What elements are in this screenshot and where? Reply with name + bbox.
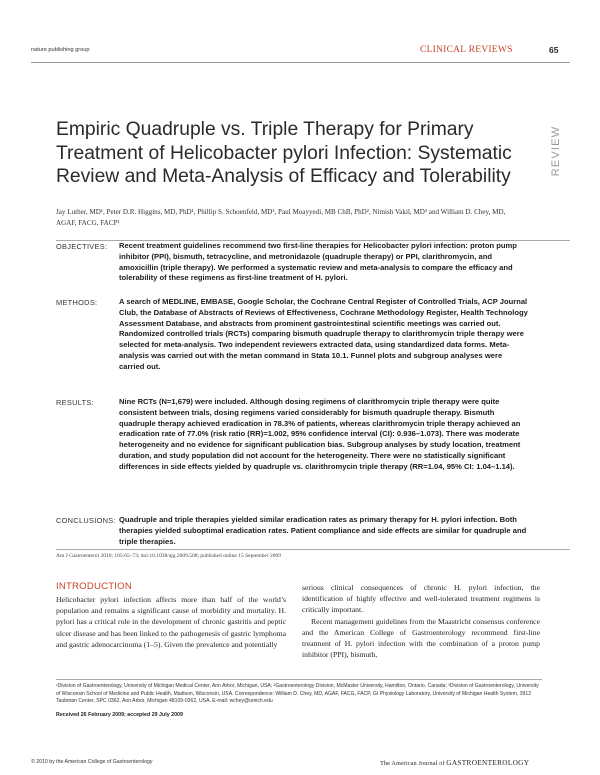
header-rule bbox=[31, 62, 570, 63]
side-tab bbox=[545, 120, 567, 182]
conclusions-label: CONCLUSIONS: bbox=[56, 516, 116, 525]
body-right-paragraph-1: serious clinical consequences of chronic H. pylori infection, the identification of highly effective and well-tolerated treatment regimens is critically important. bbox=[302, 583, 540, 615]
introduction-heading: INTRODUCTION bbox=[56, 581, 132, 592]
body-right-column bbox=[302, 582, 540, 660]
journal-prefix: The bbox=[380, 760, 390, 767]
objectives-label: OBJECTIVES: bbox=[56, 242, 108, 251]
side-tab-label: REVIEW bbox=[550, 125, 562, 177]
publisher-name: nature publishing group bbox=[31, 47, 90, 53]
author-list: Jay Luther, MD¹, Peter D.R. Higgins, MD, PhD¹, Phillip S. Schoenfeld, MD¹, Paul Moayyedi, MB ChB, PhD², Nimish Vakil, MD³ and William D. Chey, MD, AGAF, FACG, FACP¹ bbox=[56, 208, 506, 227]
article-title: Empiric Quadruple vs. Triple Therapy for Primary Treatment of Helicobacter pylori Infection: Systematic Review and Meta-Analysis of Efficacy and Tolerability bbox=[56, 119, 512, 187]
methods-text: A search of MEDLINE, EMBASE, Google Scholar, the Cochrane Central Register of Controlled Trials, ACP Journal Club, the Database of Abstracts of Reviews of Effectiveness, Cochrane Methodology Register, Health Technology Assessment Database, and abstracts from prominent gastrointestinal scientific meetings was carried out. Randomized controlled trials (RCTs) comparing bismuth quadruple therapy to clarithromycin triple therapy were selected for meta-analysis. Two independent reviewers extracted data, using standardized data forms. Meta-analysis was carried out with the metan command in Stata 10.1. Funnel plots and subgroup analyses were carried out. bbox=[119, 297, 528, 371]
journal-name bbox=[380, 758, 529, 767]
methods-label: METHODS: bbox=[56, 298, 98, 307]
affiliations-footnote: ¹Division of Gastroenterology, University of Michigan Medical Center, Ann Arbor, Michigan, USA; ²Gastroenterology Division, McMaster University, Hamilton, Ontario, Canada; ³Division of Gastroenterology, University of Wisconsin School of Medicine and Public Health, Madison, Wisconsin, USA. Correspondence: William D. Chey, MD, AGAF, FACG, FACP, GI Physiology Laboratory, University of Michigan Health System, 3912 Taubman Center, SPC 0362, Ann Arbor, Michigan 48109-0362, USA. E-mail: wchey@umich.edu bbox=[56, 683, 539, 704]
footnote-rule bbox=[56, 679, 542, 680]
objectives-text: Recent treatment guidelines recommend two first-line therapies for Helicobacter pylori infection: proton pump inhibitor (PPI), bismuth, tetracycline, and metronidazole (quadruple therapy) or PPI, clarithromycin, and amoxicillin (triple therapy). We performed a systematic review and meta-analysis to compare the efficacy and tolerability of these regimens as first-line treatment of H. pylori. bbox=[119, 241, 517, 283]
conclusions-text: Quadruple and triple therapies yielded similar eradication rates as primary therapy for H. pylori infection. Both therapies yielded suboptimal eradication rates. Patient compliance and side effects are similar for quadruple and triple therapies. bbox=[119, 515, 527, 546]
journal-middle: American Journal of bbox=[391, 761, 445, 767]
results-text: Nine RCTs (N=1,679) were included. Although dosing regimens of clarithromycin triple therapy were quite consistent between trials, dosing regimens varied considerably for bismuth quadruple therapy. Bismuth quadruple therapy achieved eradication in 78.3% of patients, whereas clarithromycin triple therapy achieved an eradication rate of 77.0% (risk ratio (RR)=1.002, 95% confidence interval (CI): 0.936–1.073). There was moderate heterogeneity and no evidence for significant publication bias. Subgroup analyses by study location, treatment duration, and study population did not account for the heterogeneity. There were no statistically significant differences in side effects yielded by quadruple vs. clarithromycin triple therapy (RR=1.04, 95% CI: 1.04–1.14). bbox=[119, 397, 521, 471]
abstract-rule-bottom bbox=[56, 549, 570, 550]
body-right-paragraph-2: Recent management guidelines from the Maastricht consensus conference and the American College of Gastroenterology recommend first-line treatment of H. pylori infection with the combination of a proton pump inhibitor (PPI), bismuth, bbox=[302, 616, 540, 660]
citation-line: Am J Gastroenterol 2010; 105:65–73; doi:10.1038/ajg.2009.508; published online 15 September 2009 bbox=[56, 553, 282, 559]
section-label: CLINICAL REVIEWS bbox=[420, 44, 513, 55]
copyright-notice: © 2010 by the American College of Gastroenterology bbox=[31, 759, 153, 765]
page-number: 65 bbox=[549, 45, 559, 55]
results-label: RESULTS: bbox=[56, 398, 94, 407]
body-left-column: Helicobacter pylori infection affects more than half of the world’s population and remains a significant cause of morbidity and mortality. H. pylori has a critical role in the development of chronic gastritis and peptic ulcer disease and has been linked to the pathogenesis of gastric lymphoma and gastric adenocarcinoma (1–5). Given the prevalence and potentially bbox=[56, 595, 286, 649]
received-dates: Received 26 February 2009; accepted 29 July 2009 bbox=[56, 712, 183, 718]
journal-title: GASTROENTEROLOGY bbox=[446, 758, 530, 767]
